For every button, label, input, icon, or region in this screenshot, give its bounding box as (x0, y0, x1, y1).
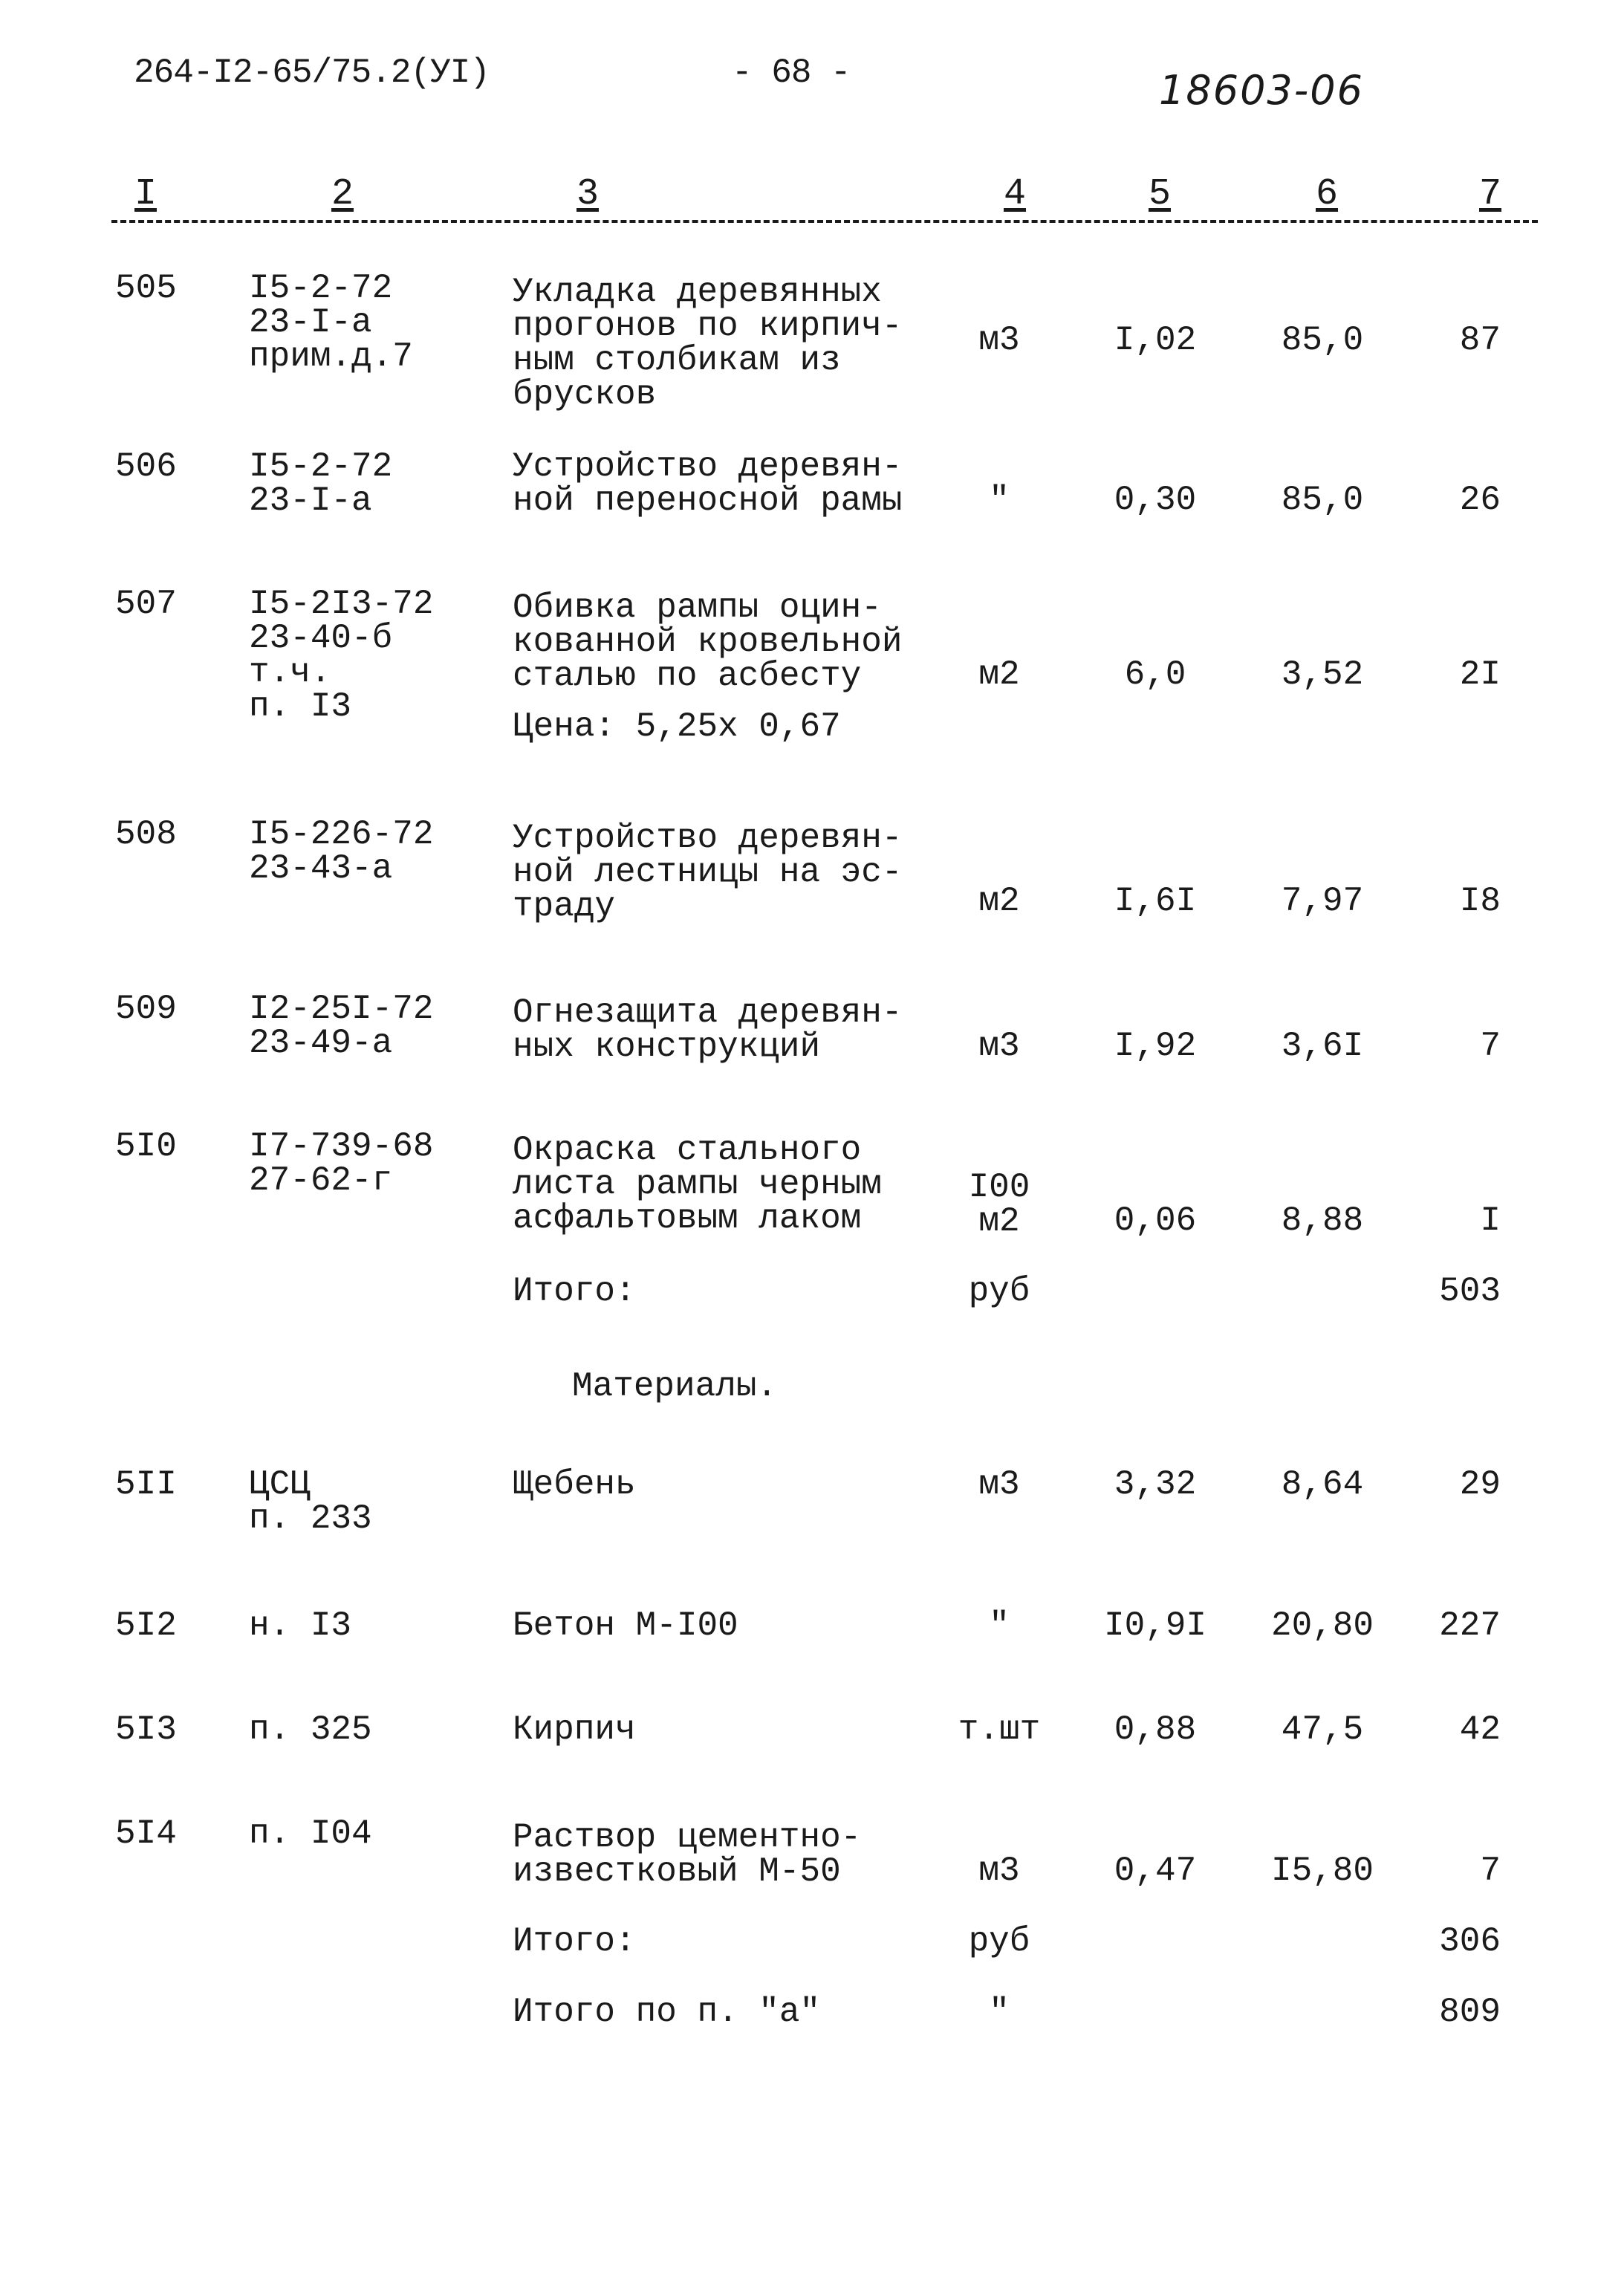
row-price-note: Цена: 5,25х 0,67 (513, 707, 841, 746)
subtotal-sum: 306 (1439, 1922, 1501, 1961)
subtotal-sum: 503 (1439, 1272, 1501, 1311)
total-unit: " (989, 1993, 1010, 2031)
row-unit: т.шт (958, 1710, 1041, 1749)
column-header-6: 6 (1311, 171, 1342, 218)
row-sum: 227 (1439, 1606, 1501, 1645)
column-header-row (111, 171, 1538, 238)
row-reference: I5-2-72 23-I-а прим.д.7 (249, 269, 413, 376)
row-quantity: 0,30 (1114, 481, 1197, 519)
total-label: Итого по п. "а" (513, 1993, 821, 2031)
row-unit: " (989, 481, 1010, 519)
row-number: 5I2 (115, 1606, 177, 1645)
row-reference: I5-226-72 23-43-а (249, 815, 434, 888)
row-sum: I (1480, 1201, 1501, 1240)
row-reference: н. I3 (249, 1606, 352, 1645)
row-number: 505 (115, 269, 177, 308)
column-header-5: 5 (1144, 171, 1175, 218)
row-quantity: 6,0 (1124, 655, 1186, 694)
row-number: 5II (115, 1465, 177, 1504)
row-sum: I8 (1459, 882, 1501, 921)
column-header-1: I (130, 171, 161, 218)
row-number: 508 (115, 815, 177, 854)
row-reference: п. 325 (249, 1710, 372, 1749)
row-description: Окраска стального листа рампы черным асфальтовым лаком (513, 1131, 882, 1238)
subtotal-unit: руб (968, 1272, 1030, 1311)
row-price: 85,0 (1281, 321, 1364, 360)
column-header-7: 7 (1475, 171, 1506, 218)
row-reference: п. I04 (249, 1814, 372, 1853)
document-code: 264-I2-65/75.2(УI) (134, 53, 490, 92)
row-unit: м2 (978, 882, 1020, 921)
row-quantity: I,92 (1114, 1027, 1197, 1065)
row-quantity: I0,9I (1103, 1606, 1207, 1645)
row-quantity: I,6I (1114, 882, 1197, 921)
row-description: Обивка рампы оцин- кованной кровельной сталью по асбесту (513, 588, 903, 695)
row-price: 85,0 (1281, 481, 1364, 519)
row-reference: I2-25I-72 23-49-а (249, 990, 434, 1062)
row-number: 5I0 (115, 1127, 177, 1166)
dashed-rule (111, 220, 1538, 223)
page-number: - 68 - (732, 53, 851, 92)
row-reference: I5-2-72 23-I-а (249, 447, 393, 520)
row-sum: 26 (1459, 481, 1501, 519)
row-price: 7,97 (1281, 882, 1364, 921)
row-sum: 2I (1459, 655, 1501, 694)
row-sum: 42 (1459, 1710, 1501, 1749)
handwritten-number: 18603-06 (1159, 67, 1364, 114)
column-header-2: 2 (327, 171, 358, 218)
row-quantity: I,02 (1114, 321, 1197, 360)
subtotal-label: Итого: (513, 1272, 636, 1311)
row-number: 507 (115, 585, 177, 623)
row-reference: I7-739-68 27-62-г (249, 1127, 434, 1200)
row-sum: 87 (1459, 321, 1501, 360)
row-price: 8,88 (1281, 1201, 1364, 1240)
row-sum: 29 (1459, 1465, 1501, 1504)
materials-heading: Материалы. (572, 1367, 778, 1406)
row-quantity: 0,88 (1114, 1710, 1197, 1749)
row-unit: м3 (978, 321, 1020, 360)
subtotal-label: Итого: (513, 1922, 636, 1961)
subtotal-unit: руб (968, 1922, 1030, 1961)
row-unit: м3 (978, 1852, 1020, 1890)
row-sum: 7 (1480, 1852, 1501, 1890)
row-number: 506 (115, 447, 177, 486)
row-description: Огнезащита деревян- ных конструкций (513, 993, 903, 1066)
row-reference: I5-2I3-72 23-40-б т.ч. п. I3 (249, 585, 434, 726)
row-unit: " (989, 1606, 1010, 1645)
row-unit: м3 (978, 1027, 1020, 1065)
row-reference: ЦСЦ п. 233 (249, 1465, 372, 1538)
row-sum: 7 (1480, 1027, 1501, 1065)
row-unit: м2 (978, 655, 1020, 694)
row-description: Раствор цементно- известковый М-50 (513, 1818, 862, 1891)
row-description: Бетон М-I00 (513, 1606, 738, 1645)
row-number: 5I4 (115, 1814, 177, 1853)
column-header-4: 4 (999, 171, 1030, 218)
row-quantity: 3,32 (1114, 1465, 1197, 1504)
row-price: I5,80 (1270, 1852, 1374, 1890)
column-header-3: 3 (572, 171, 603, 218)
row-description: Укладка деревянных прогонов по кирпич- ным столбикам из брусков (513, 273, 903, 414)
row-description: Кирпич (513, 1710, 636, 1749)
row-price: 47,5 (1281, 1710, 1364, 1749)
row-price: 8,64 (1281, 1465, 1364, 1504)
total-sum: 809 (1439, 1993, 1501, 2031)
row-price: 3,52 (1281, 655, 1364, 694)
row-price: 20,80 (1270, 1606, 1374, 1645)
row-number: 509 (115, 990, 177, 1028)
row-quantity: 0,06 (1114, 1201, 1197, 1240)
row-description: Устройство деревян- ной переносной рамы (513, 447, 903, 520)
row-price: 3,6I (1281, 1027, 1364, 1065)
row-unit: м3 (978, 1465, 1020, 1504)
row-number: 5I3 (115, 1710, 177, 1749)
row-description: Устройство деревян- ной лестницы на эс- траду (513, 819, 903, 926)
row-quantity: 0,47 (1114, 1852, 1197, 1890)
row-unit: I00 м2 (968, 1168, 1030, 1241)
row-description: Щебень (513, 1465, 636, 1504)
